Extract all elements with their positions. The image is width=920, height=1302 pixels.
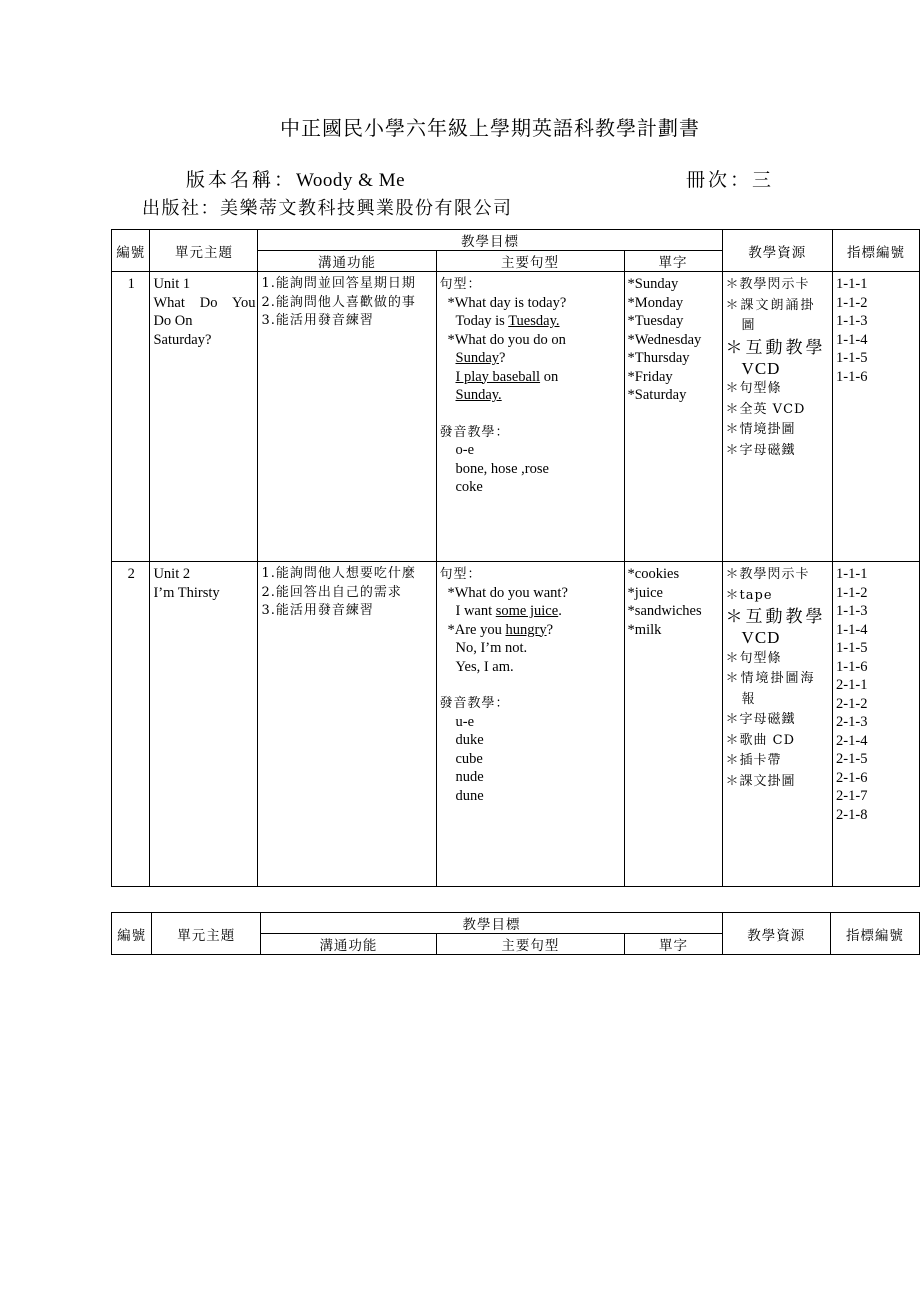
function-item: 1.能詢問他人想要吃什麼 bbox=[261, 566, 416, 581]
pattern-line bbox=[440, 602, 622, 621]
edition-value: Woody & Me bbox=[296, 170, 406, 191]
vocab-word: *Saturday bbox=[627, 387, 687, 403]
header-vocabulary: 單字 bbox=[624, 251, 722, 272]
resource-item: ＊歌曲 CD bbox=[725, 732, 796, 748]
communication-functions bbox=[258, 272, 436, 562]
resource-item: ＊互動教學 bbox=[725, 337, 826, 358]
phonics-line: o-e bbox=[455, 442, 475, 458]
indicator-code: 1-1-4 bbox=[836, 621, 868, 638]
pattern-line: Yes, I am. bbox=[455, 658, 514, 675]
resource-item: ＊情境掛圖海 bbox=[725, 671, 816, 686]
resource-item: ＊情境掛圖 bbox=[725, 422, 796, 437]
header-sentences: 主要句型 bbox=[436, 934, 625, 955]
resource-item: ＊句型條 bbox=[725, 381, 782, 396]
theme-line: Do On bbox=[153, 313, 193, 329]
header-communication: 溝通功能 bbox=[261, 934, 436, 955]
pattern-line bbox=[440, 349, 622, 368]
pattern-label: 句型： bbox=[439, 276, 482, 291]
indicator-code: 2-1-3 bbox=[836, 714, 868, 730]
phonics-line: coke bbox=[455, 479, 483, 495]
indicator-code: 1-1-2 bbox=[836, 584, 868, 601]
vocab-word: *Thursday bbox=[627, 350, 690, 366]
pattern-underlined: some juice bbox=[495, 603, 559, 619]
vocab-word: *Wednesday bbox=[627, 331, 702, 348]
header-goals: 教學目標 bbox=[261, 913, 722, 934]
theme-line: What Do You bbox=[153, 294, 256, 311]
pattern-label: 句型： bbox=[439, 566, 482, 581]
function-item: 3.能活用發音練習 bbox=[261, 603, 374, 618]
pattern-underlined: Tuesday. bbox=[508, 313, 560, 329]
vocab-word: *sandwiches bbox=[627, 603, 702, 619]
pattern-text: ? bbox=[499, 350, 506, 366]
indicator-code: 2-1-1 bbox=[836, 677, 868, 693]
pattern-underlined: Sunday bbox=[455, 350, 499, 366]
resource-item: ＊教學閃示卡 bbox=[725, 567, 810, 582]
volume-line bbox=[686, 165, 774, 192]
volume-label: 冊次： bbox=[686, 169, 753, 191]
indicator-code: 2-1-2 bbox=[836, 695, 868, 712]
sentence-patterns bbox=[436, 562, 624, 887]
indicator-code: 1-1-6 bbox=[836, 658, 868, 675]
resource-item: VCD bbox=[741, 358, 781, 378]
resource-item: VCD bbox=[741, 628, 781, 647]
vocab-word: *juice bbox=[627, 584, 663, 601]
indicator-code: 2-1-8 bbox=[836, 806, 868, 823]
header-vocabulary: 單字 bbox=[625, 934, 723, 955]
pattern-line bbox=[440, 621, 622, 640]
theme-line: Unit 2 bbox=[153, 566, 191, 582]
indicator-code: 1-1-6 bbox=[836, 368, 868, 385]
phonics-label: 發音教學： bbox=[439, 423, 510, 439]
header-number: 編號 bbox=[112, 230, 150, 272]
table-row bbox=[112, 272, 920, 562]
publisher-value: 美樂蒂文教科技興業股份有限公司 bbox=[220, 198, 513, 219]
vocab-word: *Tuesday bbox=[627, 313, 684, 329]
vocab-word: *Friday bbox=[627, 368, 673, 385]
document-title: 中正國民小學六年級上學期英語科教學計劃書 bbox=[280, 116, 700, 140]
pattern-line bbox=[440, 312, 622, 331]
resource-item: ＊互動教學 bbox=[725, 607, 826, 627]
phonics-line: dune bbox=[455, 787, 484, 804]
header-communication: 溝通功能 bbox=[258, 251, 436, 272]
vocab-word: *Sunday bbox=[627, 276, 679, 292]
pattern-text: I want bbox=[455, 603, 496, 619]
unit-theme bbox=[150, 272, 258, 562]
resource-item: ＊全英 VCD bbox=[725, 401, 806, 417]
edition-line bbox=[186, 165, 405, 192]
resource-item: 報 bbox=[741, 691, 756, 707]
phonics-label: 發音教學： bbox=[439, 695, 510, 710]
resource-item: ＊課文朗誦掛 bbox=[725, 297, 816, 313]
resource-item: 圖 bbox=[741, 318, 756, 333]
pattern-line bbox=[440, 386, 622, 405]
pattern-line: *What do you do on bbox=[447, 331, 566, 348]
header-number: 編號 bbox=[112, 913, 152, 955]
indicator-code: 1-1-1 bbox=[836, 276, 868, 292]
phonics-line: duke bbox=[455, 732, 484, 748]
table-row bbox=[112, 562, 920, 887]
vocabulary-list bbox=[624, 272, 722, 562]
resource-item: ＊字母磁鐵 bbox=[725, 712, 796, 727]
phonics-line: bone, hose ,rose bbox=[455, 460, 549, 477]
communication-functions bbox=[258, 562, 436, 887]
teaching-resources bbox=[722, 562, 833, 887]
header-resources: 教學資源 bbox=[722, 230, 833, 272]
pattern-underlined: Sunday. bbox=[455, 387, 502, 403]
function-item: 3.能活用發音練習 bbox=[261, 313, 374, 328]
pattern-text: *Are you bbox=[447, 621, 506, 638]
indicator-code: 2-1-5 bbox=[836, 751, 868, 767]
indicator-code: 1-1-3 bbox=[836, 313, 868, 329]
indicator-codes bbox=[833, 562, 920, 887]
pattern-text: ? bbox=[546, 621, 554, 638]
header-goals: 教學目標 bbox=[258, 230, 722, 251]
pattern-text: on bbox=[540, 368, 559, 385]
resource-item: ＊插卡帶 bbox=[725, 753, 782, 768]
pattern-line: *What do you want? bbox=[447, 584, 568, 601]
edition-label: 版本名稱： bbox=[186, 169, 297, 191]
pattern-line bbox=[440, 368, 622, 387]
pattern-text: . bbox=[558, 603, 562, 619]
resource-item: ＊tape bbox=[725, 587, 773, 603]
header-indicators: 指標編號 bbox=[830, 913, 919, 955]
header-resources: 教學資源 bbox=[722, 913, 830, 955]
indicator-code: 2-1-4 bbox=[836, 732, 868, 749]
indicator-code: 2-1-6 bbox=[836, 769, 868, 786]
vocabulary-list bbox=[624, 562, 722, 887]
indicator-code: 1-1-4 bbox=[836, 331, 868, 348]
header-unit-theme: 單元主題 bbox=[150, 230, 258, 272]
publisher-label: 出版社： bbox=[142, 198, 220, 219]
pattern-line: *What day is today? bbox=[447, 294, 567, 311]
resource-item: ＊字母磁鐵 bbox=[725, 442, 796, 458]
indicator-code: 1-1-2 bbox=[836, 294, 868, 311]
function-item: 1.能詢問並回答星期日期 bbox=[261, 276, 416, 291]
resource-item: ＊教學閃示卡 bbox=[725, 277, 810, 292]
indicator-codes bbox=[833, 272, 920, 562]
pattern-line: No, I’m not. bbox=[455, 640, 528, 656]
unit-number: 1 bbox=[112, 272, 150, 562]
phonics-line: nude bbox=[455, 769, 484, 785]
pattern-underlined: I play baseball bbox=[455, 368, 541, 385]
vocab-word: *cookies bbox=[627, 566, 680, 582]
unit-number: 2 bbox=[112, 562, 150, 887]
resource-item: ＊句型條 bbox=[725, 650, 782, 666]
function-item: 2.能回答出自己的需求 bbox=[261, 584, 402, 600]
resource-item: ＊課文掛圖 bbox=[725, 773, 796, 789]
publisher-line bbox=[142, 194, 513, 220]
volume-value: 三 bbox=[752, 169, 775, 191]
vocab-word: *Monday bbox=[627, 294, 684, 311]
indicator-code: 1-1-1 bbox=[836, 566, 868, 582]
indicator-code: 1-1-3 bbox=[836, 603, 868, 619]
vocab-word: *milk bbox=[627, 621, 662, 638]
header-unit-theme: 單元主題 bbox=[152, 913, 261, 955]
teaching-resources bbox=[722, 272, 833, 562]
phonics-line: u-e bbox=[455, 713, 475, 730]
teaching-plan-table bbox=[111, 229, 920, 887]
theme-line: I’m Thirsty bbox=[153, 584, 220, 601]
unit-theme bbox=[150, 562, 258, 887]
repeated-header-table bbox=[111, 912, 920, 955]
pattern-text: Today is bbox=[455, 313, 509, 329]
sentence-patterns bbox=[436, 272, 624, 562]
function-item: 2.能詢問他人喜歡做的事 bbox=[261, 294, 416, 310]
pattern-underlined: hungry bbox=[505, 621, 547, 638]
indicator-code: 2-1-7 bbox=[836, 788, 868, 804]
theme-line: Saturday? bbox=[153, 331, 212, 348]
theme-line: Unit 1 bbox=[153, 276, 191, 292]
header-sentences: 主要句型 bbox=[436, 251, 624, 272]
header-indicators: 指標編號 bbox=[833, 230, 920, 272]
indicator-code: 1-1-5 bbox=[836, 640, 868, 656]
indicator-code: 1-1-5 bbox=[836, 350, 868, 366]
phonics-line: cube bbox=[455, 750, 483, 767]
